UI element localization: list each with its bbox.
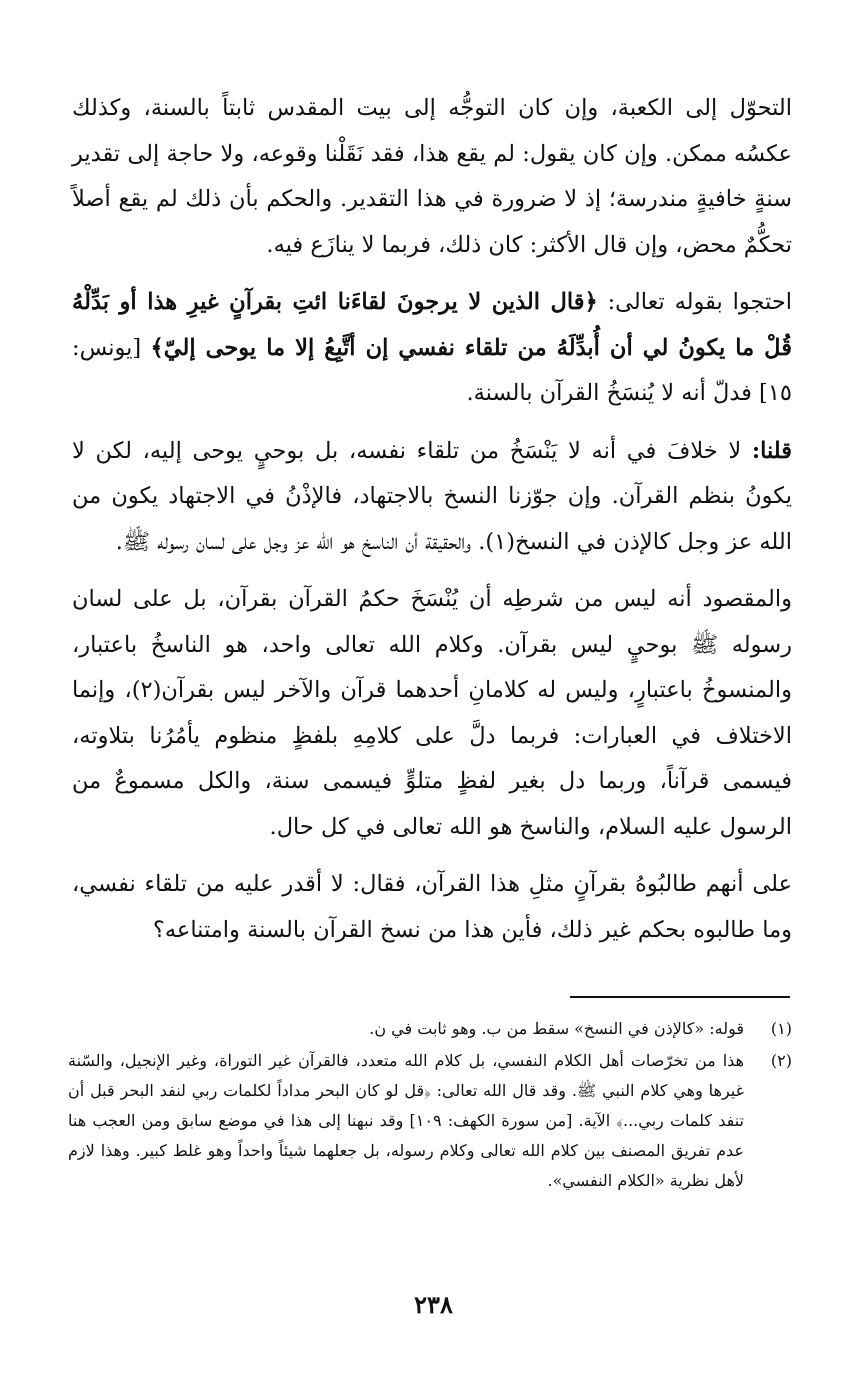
paragraph-2 — [72, 280, 792, 417]
paragraph-5: على أنهم طالبُوهُ بقرآنٍ مثلِ هذا القرآن، فقال: لا أقدر عليه من تلقاء نفسي، وما طالبوه بحكم غير ذلك، فأين هذا من نسخ القرآن بالسنة وامتناعه؟ — [72, 871, 792, 943]
footnote-number: (١) — [770, 1019, 792, 1038]
quran-verse: ﴿قال الذين لا يرجونَ لقاءَنا ائتِ بقرآنٍ غيرِ هذا أو بَدِّلْهُ قُلْ ما يكونُ لي أن أُبدِّلَهُ من تلقاء نفسي إن أتَّبِعُ إلا ما يوحى إليّ﴾ — [72, 289, 792, 361]
footnote-text: هذا من تخرّصات أهل الكلام النفسي، بل كلام الله متعدد، فالقرآن غير التوراة، وغير الإنجيل، والسّنة غيرها وهي كلام النبي ﷺ. وقد قال الله تعالى: ﴿قل لو كان البحر مداداً لكلمات ربي لنفد البحر قبل أن تنفد كلمات ربي...﴾ الآية. [من سورة الكهف: ١٠٩] وقد نبهنا إلى هذا في موضع سابق ومن العجب هنا عدم تفريق المصنف بين كلام الله تعالى وكلام رسوله، بل جعلهما شيئاً واحداً وهو غلط كبير. وهذا لازم لأهل نظرية «الكلام النفسي». — [68, 1051, 745, 1190]
footnote-divider — [570, 996, 790, 998]
footnote-1 — [68, 1014, 792, 1044]
paragraph-1: التحوّل إلى الكعبة، وإن كان التوجُّه إلى بيت المقدس ثابتاً بالسنة، وكذلك عكسُه ممكن. وإن كان يقول: لم يقع هذا، فقد نَقَلْنا وقوعه، ولا حاجة إلى تقدير سنةٍ خافيةٍ مندرسة؛ إذ لا ضرورة في هذا التقدير. والحكم بأن ذلك لم يقع أصلاً تحكُّمٌ محض، وإن قال الأكثر: كان ذلك، فربما لا ينازَع فيه. — [72, 95, 792, 258]
paragraph-2-rest: [يونس: ١٥] فدلّ أنه لا يُنسَخُ القرآن بالسنة. — [72, 334, 792, 406]
page-number: ٢٣٨ — [414, 1290, 453, 1319]
main-text — [72, 86, 792, 963]
footnote-2 — [68, 1046, 792, 1196]
footnote-text: قوله: «كالإذن في النسخ» سقط من ب. وهو ثابت في ن. — [369, 1019, 744, 1038]
paragraph-4: والمقصود أنه ليس من شرطِه أن يُنْسَخَ حكمُ القرآن بقرآن، بل على لسان رسوله ﷺ بوحيٍ ليس بقرآن. وكلام الله تعالى واحد، هو الناسخُ باعتبار، والمنسوخُ باعتبارٍ، وليس له كلامانِ أحدهما قرآن والآخر ليس بقرآن(٢)، وإنما الاختلاف في العبارات: فربما دلَّ على كلامِهِ بلفظٍ منظوم يأمُرُنا بتلاوته، فيسمى قرآناً، وربما دل بغير لفظٍ متلوٍّ فيسمى سنة، والكل مسموعٌ من الرسول عليه السلام، والناسخ هو الله تعالى في كل حال. — [72, 586, 792, 840]
paragraph-2-intro: احتجوا بقوله تعالى: — [597, 289, 792, 315]
paragraph-3-text: لا خلافَ في أنه لا يَنْسَخُ من تلقاء نفسه، بل بوحيٍ يوحى إليه، لكن لا يكونُ بنظم القرآن. وإن جوّزنا النسخ بالاجتهاد، فالإذْنُ في الاجتهاد يكون من الله عز وجل كالإذن في النسخ(١). والحقيقة أن الناسخ هو الله عز وجل على لسان رسوله ﷺ. — [72, 437, 792, 555]
footnote-number: (٢) — [770, 1051, 792, 1070]
paragraph-3 — [72, 429, 792, 566]
footnotes — [68, 1014, 792, 1198]
paragraph-3-lead: قلنا: — [751, 437, 792, 464]
